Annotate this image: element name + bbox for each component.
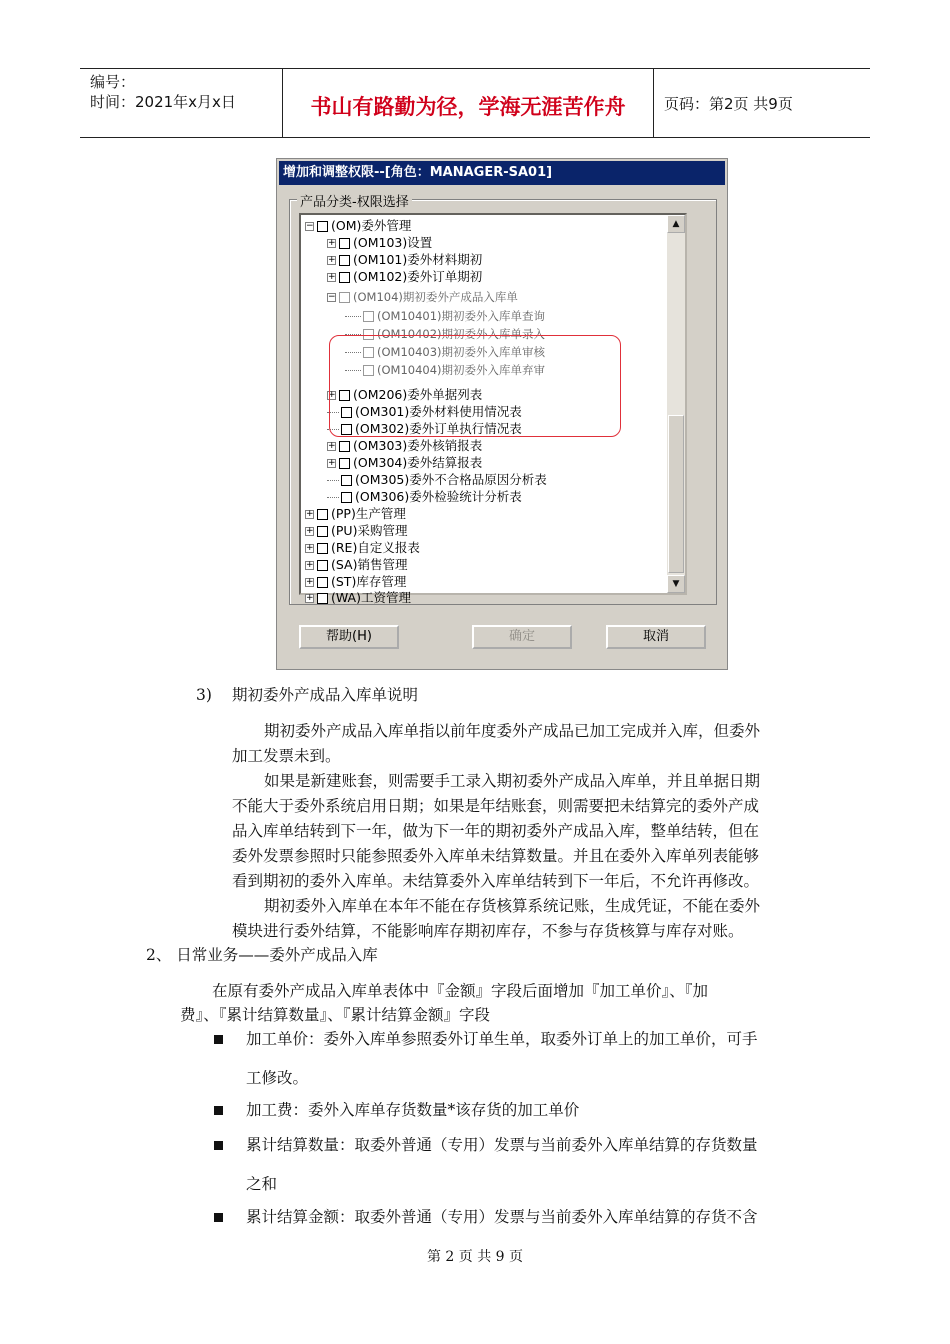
tree-node-pp[interactable]: + (PP)生产管理	[306, 506, 406, 521]
page-footer: 第 2 页 共 9 页	[426, 1249, 524, 1265]
bullet-text: 加工单价：委外入库单参照委外订单生单，取委外订单上的加工单价，可手	[246, 1030, 758, 1048]
bullet-text: 累计结算数量：取委外普通（专用）发票与当前委外入库单结算的存货数量	[246, 1136, 758, 1154]
tree-node-om306[interactable]: (OM306)委外检验统计分析表	[327, 488, 522, 505]
highlight-outline	[329, 335, 621, 437]
tree-node-om[interactable]: − (OM)委外管理	[306, 218, 412, 233]
tree-node-om103[interactable]: + (OM103)设置	[328, 235, 433, 250]
tree-node-om302[interactable]: (OM302)委外订单执行情况表	[327, 420, 522, 437]
checkbox[interactable]	[339, 441, 350, 452]
expand-icon[interactable]: +	[306, 560, 314, 570]
checkbox[interactable]	[317, 509, 328, 520]
checkbox[interactable]	[317, 526, 328, 537]
expand-icon[interactable]: +	[328, 272, 336, 282]
document-date-label: 时间：2021年x月x日	[90, 93, 236, 111]
expand-icon[interactable]: +	[306, 543, 314, 553]
page-number-label: 页码：第2页 共9页	[664, 95, 793, 113]
header-info-cell	[80, 69, 283, 137]
tree-node-re[interactable]: + (RE)自定义报表	[306, 540, 420, 555]
expand-icon[interactable]: +	[306, 593, 314, 603]
paragraph-line: 费』、『累计结算数量』、『累计结算金额』字段	[180, 1006, 491, 1024]
checkbox[interactable]	[317, 577, 328, 588]
checkbox[interactable]	[317, 560, 328, 571]
permission-dialog	[276, 158, 728, 670]
expand-icon[interactable]: +	[328, 441, 336, 451]
checkbox[interactable]	[317, 543, 328, 554]
checkbox[interactable]	[339, 458, 350, 469]
checkbox[interactable]	[363, 311, 374, 322]
paragraph-line: 期初委外入库单在本年不能在存货核算系统记账，生成凭证，不能在委外	[264, 897, 761, 915]
paragraph-line: 在原有委外产成品入库单表体中『金额』字段后面增加『加工单价』、『加	[212, 982, 709, 1000]
checkbox[interactable]	[339, 272, 350, 283]
section-heading: 2、 日常业务——委外产成品入库	[146, 946, 378, 964]
expand-icon[interactable]: +	[306, 526, 314, 536]
tree-node-om301[interactable]: (OM301)委外材料使用情况表	[327, 403, 522, 420]
scroll-down-icon[interactable]: ▼	[667, 575, 685, 593]
document-number-label: 编号：	[90, 73, 136, 91]
bullet-icon	[214, 1035, 223, 1044]
cancel-button[interactable]: 取消	[606, 625, 706, 649]
tree-node-om10402[interactable]: (OM10402)期初委外入库单录入	[345, 326, 545, 343]
checkbox[interactable]	[317, 593, 328, 604]
checkbox[interactable]	[339, 292, 350, 303]
checkbox[interactable]	[341, 475, 352, 486]
tree-node-om102[interactable]: + (OM102)委外订单期初	[328, 269, 483, 284]
tree-node-sa[interactable]: + (SA)销售管理	[306, 557, 408, 572]
dialog-title: 增加和调整权限--[角色：MANAGER-SA01]	[279, 161, 725, 185]
bullet-icon	[214, 1141, 223, 1150]
scroll-thumb[interactable]	[668, 415, 684, 573]
paragraph-line: 看到期初的委外入库单。未结算委外入库单结转到下一年后，不允许再修改。	[232, 872, 760, 890]
paragraph-line: 模块进行委外结算，不能影响库存期初库存，不参与存货核算与库存对账。	[232, 922, 744, 940]
paragraph-line: 不能大于委外系统启用日期；如果是年结账套，则需要把未结算完的委外产成	[232, 797, 760, 815]
tree-node-om305[interactable]: (OM305)委外不合格品原因分析表	[327, 471, 547, 488]
collapse-icon[interactable]: −	[328, 292, 336, 302]
paragraph-line: 委外发票参照时只能参照委外入库单未结算数量。并且在委外入库单列表能够	[232, 847, 760, 865]
tree-node-om104[interactable]: − (OM104)期初委外产成品入库单	[328, 290, 518, 304]
tree-node-wa[interactable]: + (WA)工资管理	[306, 590, 411, 605]
expand-icon[interactable]: +	[328, 238, 336, 248]
bullet-icon	[214, 1106, 223, 1115]
checkbox[interactable]	[339, 255, 350, 266]
header-page-cell	[654, 69, 870, 137]
item-title: 期初委外产成品入库单说明	[232, 686, 419, 704]
tree-scrollbar[interactable]	[667, 215, 685, 593]
expand-icon[interactable]: +	[328, 458, 336, 468]
bullet-text: 加工费：委外入库单存货数量*该存货的加工单价	[246, 1101, 580, 1119]
collapse-icon[interactable]: −	[306, 221, 314, 231]
ok-button[interactable]: 确定	[472, 625, 572, 649]
expand-icon[interactable]: +	[328, 390, 336, 400]
help-button[interactable]: 帮助(H)	[299, 625, 399, 649]
checkbox[interactable]	[317, 221, 328, 232]
checkbox[interactable]	[341, 492, 352, 503]
scroll-up-icon[interactable]: ▲	[667, 215, 685, 233]
tree-node-om304[interactable]: + (OM304)委外结算报表	[328, 455, 483, 470]
checkbox[interactable]	[339, 238, 350, 249]
permission-tree[interactable]	[299, 213, 687, 605]
motto: 书山有路勤为径，学海无涯苦作舟	[310, 95, 626, 119]
page-header	[80, 68, 870, 138]
expand-icon[interactable]: +	[306, 577, 314, 587]
paragraph-line: 加工发票未到。	[232, 747, 341, 765]
paragraph-line: 期初委外产成品入库单指以前年度委外产成品已加工完成并入库，但委外	[264, 722, 761, 740]
group-title: 产品分类-权限选择	[297, 191, 412, 210]
tree-node-om206[interactable]: + (OM206)委外单据列表	[328, 387, 483, 402]
tree-node-om10401[interactable]: (OM10401)期初委外入库单查询	[345, 308, 545, 325]
bullet-text: 之和	[246, 1175, 278, 1193]
expand-icon[interactable]: +	[328, 255, 336, 265]
tree-node-st[interactable]: + (ST)库存管理	[306, 574, 407, 589]
bullet-text: 累计结算金额：取委外普通（专用）发票与当前委外入库单结算的存货不含	[246, 1208, 758, 1226]
bullet-icon	[214, 1213, 223, 1222]
tree-node-om303[interactable]: + (OM303)委外核销报表	[328, 438, 483, 453]
tree-node-pu[interactable]: + (PU)采购管理	[306, 523, 408, 538]
paragraph-line: 品入库单结转到下一年，做为下一年的期初委外产成品入库，整单结转，但在	[232, 822, 760, 840]
paragraph-line: 如果是新建账套，则需要手工录入期初委外产成品入库单，并且单据日期	[264, 772, 761, 790]
tree-node-om10404[interactable]: (OM10404)期初委外入库单弃审	[345, 362, 545, 379]
item-number: 3)	[196, 686, 212, 704]
tree-node-om10403[interactable]: (OM10403)期初委外入库单审核	[345, 344, 545, 361]
expand-icon[interactable]: +	[306, 509, 314, 519]
tree-node-om101[interactable]: + (OM101)委外材料期初	[328, 252, 483, 267]
header-motto-cell	[283, 69, 654, 137]
bullet-text: 工修改。	[246, 1069, 309, 1087]
